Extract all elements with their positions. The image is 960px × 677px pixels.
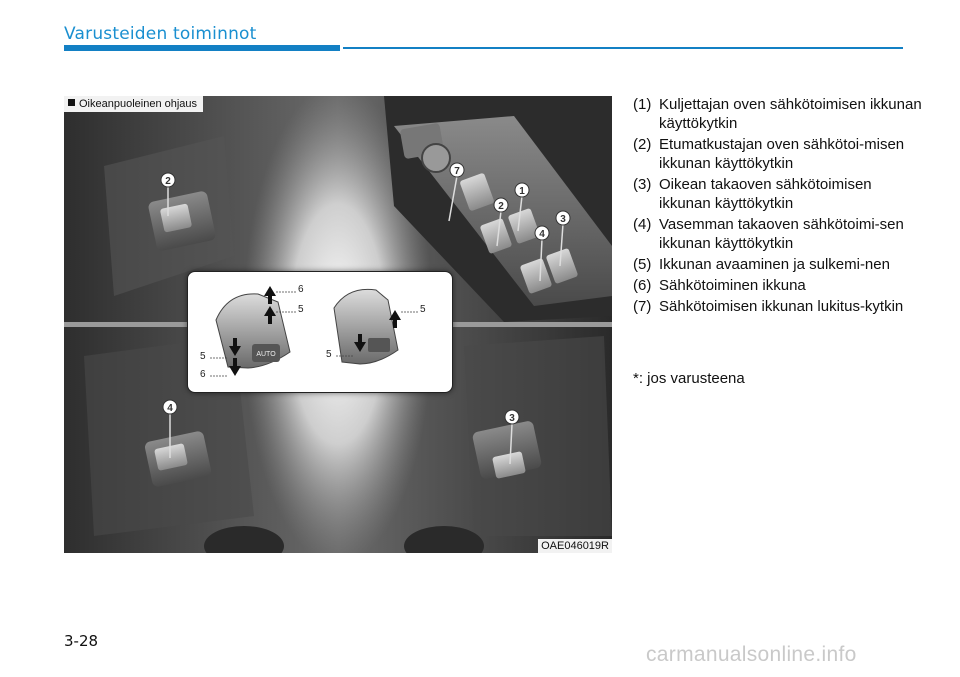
callout-label: 3 bbox=[560, 214, 566, 225]
bullet-square-icon bbox=[68, 99, 75, 106]
legend-item-text: Sähkötoimisen ikkunan lukitus-kytkin bbox=[659, 298, 904, 315]
legend-list bbox=[633, 95, 923, 318]
footnote: *: jos varusteena bbox=[633, 370, 745, 387]
legend-item bbox=[633, 95, 923, 133]
header-rule-thin bbox=[343, 47, 903, 49]
legend-item-text: Kuljettajan oven sähkötoimisen ikkunan käyttökytkin bbox=[659, 96, 922, 132]
legend-item-number: (1) bbox=[633, 96, 652, 113]
legend-item-number: (7) bbox=[633, 298, 652, 315]
legend-item bbox=[633, 135, 923, 173]
legend-item-number: (6) bbox=[633, 277, 652, 294]
callout-label: 4 bbox=[539, 229, 545, 240]
callout-label: 1 bbox=[519, 186, 525, 197]
legend-item-text: Ikkunan avaaminen ja sulkemi-nen bbox=[659, 256, 890, 273]
inset-label-6: 6 bbox=[200, 369, 206, 380]
page-number: 3-28 bbox=[64, 632, 99, 650]
legend-item bbox=[633, 175, 923, 213]
callout-label: 2 bbox=[498, 201, 504, 212]
legend-item bbox=[633, 297, 923, 316]
legend-item-text: Sähkötoiminen ikkuna bbox=[659, 277, 806, 294]
inset-label-5: 5 bbox=[298, 304, 304, 315]
inset-illustration bbox=[188, 272, 452, 392]
inset-label-6: 6 bbox=[298, 284, 304, 295]
callout-label: 4 bbox=[167, 403, 173, 414]
section-title: Varusteiden toiminnot bbox=[64, 24, 257, 44]
legend-item-number: (4) bbox=[633, 216, 652, 233]
figure-code: OAE046019R bbox=[538, 539, 612, 553]
watermark: carmanualsonline.info bbox=[646, 643, 857, 666]
legend-item bbox=[633, 255, 923, 274]
inset-label-5: 5 bbox=[420, 304, 426, 315]
callout-label: 2 bbox=[165, 176, 171, 187]
legend-item-number: (2) bbox=[633, 136, 652, 153]
legend-item-number: (3) bbox=[633, 176, 652, 193]
figure-caption-text: Oikeanpuoleinen ohjaus bbox=[79, 98, 198, 110]
legend-item-number: (5) bbox=[633, 256, 652, 273]
callout-label: 3 bbox=[509, 413, 515, 424]
auto-label: AUTO bbox=[256, 351, 276, 358]
figure-caption bbox=[64, 96, 203, 112]
legend-item-text: Oikean takaoven sähkötoimisen ikkunan käyttökytkin bbox=[659, 176, 872, 212]
callout-label: 7 bbox=[454, 166, 460, 177]
legend-item bbox=[633, 276, 923, 295]
switch-detail-inset bbox=[187, 271, 453, 393]
legend-item-text: Vasemman takaoven sähkötoimi-sen ikkunan käyttökytkin bbox=[659, 216, 904, 252]
legend-item bbox=[633, 215, 923, 253]
inset-label-5: 5 bbox=[200, 351, 206, 362]
legend-item-text: Etumatkustajan oven sähkötoi-misen ikkunan käyttökytkin bbox=[659, 136, 905, 172]
header-rule-thick bbox=[64, 45, 340, 51]
inset-label-5: 5 bbox=[326, 349, 332, 360]
